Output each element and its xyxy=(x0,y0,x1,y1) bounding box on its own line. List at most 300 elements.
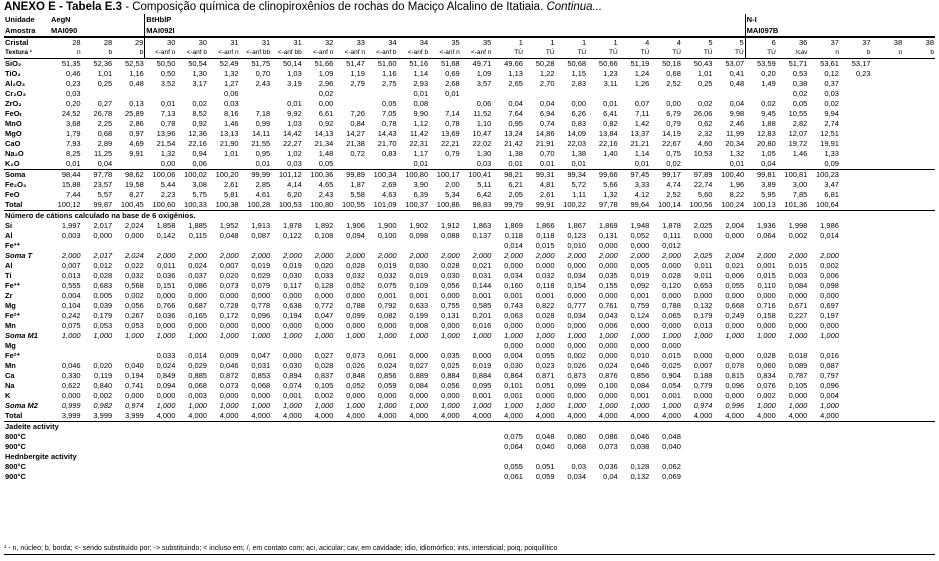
oxide-value: 0,00 xyxy=(160,159,176,168)
cation-value: 0,000 xyxy=(440,391,460,400)
cation-value: 0,014 xyxy=(504,241,523,250)
oxide-row xyxy=(4,79,935,89)
oxide-value xyxy=(903,119,935,129)
cation-value: 0,787 xyxy=(788,371,808,380)
cation-value: 0,016 xyxy=(820,351,839,360)
oxide-value: 101,09 xyxy=(366,200,398,211)
oxide-value: 2,00 xyxy=(445,180,460,189)
oxide-value: 2,32 xyxy=(697,129,713,138)
cation-value: 0,034 xyxy=(567,311,587,320)
jadeite-value: 0,086 xyxy=(598,432,618,441)
crystal-number: 1 xyxy=(492,37,524,48)
texture-code: TÚ xyxy=(650,48,682,59)
cation-value xyxy=(808,341,840,351)
oxide-value: 2,23 xyxy=(160,190,176,199)
cation-value: 0,743 xyxy=(504,301,523,310)
cation-value xyxy=(208,241,240,251)
oxide-value: 21,34 xyxy=(314,139,334,148)
hedenbergite-value xyxy=(461,472,493,482)
cation-value: 0,188 xyxy=(693,371,713,380)
cation-value: 0,016 xyxy=(472,321,492,330)
oxide-value: 0,37 xyxy=(824,79,839,88)
oxide-value: 0,83 xyxy=(571,119,587,128)
oxide-value: 14,19 xyxy=(662,129,681,138)
cation-row xyxy=(4,371,935,381)
oxide-row xyxy=(4,99,935,109)
cation-value: 0,032 xyxy=(125,271,144,280)
cation-value: 0,024 xyxy=(598,361,618,370)
oxide-value: 99,34 xyxy=(556,170,588,181)
cation-value: 2,000 xyxy=(567,251,587,260)
cation-value: 0,053 xyxy=(93,321,113,330)
cation-value: 0,011 xyxy=(157,261,176,270)
cation-value: 0,008 xyxy=(409,321,429,330)
cation-value: 0,761 xyxy=(598,301,618,310)
cation-value: 0,020 xyxy=(219,271,239,280)
cation-value: 0,974 xyxy=(693,401,713,410)
oxide-value xyxy=(872,139,904,149)
cation-value: 0,092 xyxy=(630,281,650,290)
cation-value: 0,034 xyxy=(567,271,587,280)
title-continued: Continua... xyxy=(546,1,603,13)
cation-value xyxy=(840,221,872,231)
oxide-value: 0,20 xyxy=(761,69,776,78)
oxide-value xyxy=(429,99,461,109)
cation-value: 0,035 xyxy=(440,351,460,360)
oxide-value: 0,01 xyxy=(65,159,81,168)
oxide-value: 2,61 xyxy=(539,190,555,199)
data-table xyxy=(4,14,935,482)
oxide-value: 1,49 xyxy=(761,79,776,88)
cation-value: 0,741 xyxy=(125,381,144,390)
oxide-value: 0,01 xyxy=(445,89,460,98)
oxide-value xyxy=(334,89,366,99)
oxide-value: 99,79 xyxy=(492,200,524,211)
cation-value: 0,155 xyxy=(598,281,618,290)
oxide-value: 15,88 xyxy=(61,180,81,189)
hedenbergite-value xyxy=(461,462,493,472)
cation-label: Zr xyxy=(5,291,13,300)
oxide-value: 51,75 xyxy=(251,59,271,68)
cation-value: 4,000 xyxy=(556,411,588,422)
oxide-value: 0,27 xyxy=(97,99,113,108)
unit-name: AegN xyxy=(51,15,71,24)
cation-value: 0,073 xyxy=(219,281,239,290)
cation-value: 0,084 xyxy=(630,381,650,390)
oxide-value: 53,17 xyxy=(851,59,871,68)
unit-name: BtHblP xyxy=(145,14,745,25)
hedenbergite-value xyxy=(745,472,777,482)
cation-row xyxy=(4,261,935,271)
hedenbergite-value xyxy=(840,462,872,472)
cation-value: 2,000 xyxy=(314,251,334,260)
cation-value xyxy=(303,341,335,351)
cation-value: 1,892 xyxy=(314,221,334,230)
oxide-value: 0,23 xyxy=(65,79,81,88)
cation-label: Si xyxy=(5,221,13,230)
cation-value: 0,082 xyxy=(377,311,397,320)
oxide-value: 25,89 xyxy=(125,109,144,118)
cation-value: 0,084 xyxy=(788,281,808,290)
oxide-value: 50,43 xyxy=(693,59,713,68)
cation-value: 0,137 xyxy=(472,231,492,240)
oxide-value: 5,60 xyxy=(697,190,713,199)
oxide-value: 0,01 xyxy=(160,99,176,108)
texture-row xyxy=(4,48,935,59)
cation-value: 0,021 xyxy=(725,261,745,270)
hedenbergite-value xyxy=(145,472,177,482)
cation-value: 0,006 xyxy=(598,321,618,330)
cation-value xyxy=(872,301,904,311)
cation-value: 0,000 xyxy=(693,391,713,400)
oxide-value: 0,01 xyxy=(539,159,555,168)
hedenbergite-value xyxy=(366,472,398,482)
texture-code: <-anf bb xyxy=(240,48,272,59)
oxide-value: 0,95 xyxy=(508,119,523,128)
oxide-value: 0,01 xyxy=(603,99,618,108)
hedenbergite-value xyxy=(82,472,114,482)
hedenbergite-value xyxy=(872,462,904,472)
cation-value: 0,131 xyxy=(598,231,618,240)
cation-value: 0,000 xyxy=(251,391,271,400)
cation-value xyxy=(840,351,872,361)
cation-value: 0,032 xyxy=(535,271,555,280)
cation-value: 0,000 xyxy=(756,321,776,330)
cation-value xyxy=(208,341,240,351)
oxide-value xyxy=(903,59,935,70)
oxide-value: 101,12 xyxy=(271,170,303,181)
cation-value: 0,021 xyxy=(472,261,492,270)
jadeite-heading: Jadeíte activity xyxy=(5,422,59,431)
hedenbergite-value xyxy=(303,472,335,482)
cation-label: Ca xyxy=(5,371,15,380)
oxide-value: 22,03 xyxy=(567,139,587,148)
oxide-value xyxy=(872,119,904,129)
crystal-number: 29 xyxy=(113,37,145,48)
cation-value: 0,840 xyxy=(93,381,113,390)
oxide-value xyxy=(903,79,935,89)
unidade-label: Unidade xyxy=(5,15,35,24)
oxide-value: 11,99 xyxy=(725,129,745,138)
hedenbergite-value xyxy=(808,462,840,472)
oxide-value: 0,04 xyxy=(761,159,776,168)
cation-value: 0,036 xyxy=(156,311,176,320)
oxide-value: 97,78 xyxy=(587,200,619,211)
cation-value: 0,894 xyxy=(282,371,302,380)
cation-value: 2,000 xyxy=(756,251,776,260)
cation-value: 0,000 xyxy=(504,261,523,270)
title-label: ANEXO E - Tabela E.3 xyxy=(4,1,123,13)
oxide-value: 2,65 xyxy=(508,79,523,88)
cation-value: 0,001 xyxy=(504,391,523,400)
crystal-number: 1 xyxy=(524,37,556,48)
cation-value: 0,568 xyxy=(125,281,144,290)
oxide-value xyxy=(366,89,398,99)
oxide-value: 97,89 xyxy=(682,170,714,181)
cation-value: 0,105 xyxy=(314,381,334,390)
cation-value: 4,000 xyxy=(587,411,619,422)
oxide-value xyxy=(840,200,872,211)
cation-value: 4,000 xyxy=(745,411,777,422)
cation-value: 2,000 xyxy=(61,251,81,260)
cation-value: 0,000 xyxy=(535,341,555,350)
oxide-value: 1,12 xyxy=(413,119,429,128)
cation-value xyxy=(872,401,904,411)
cation-value xyxy=(840,321,872,331)
cation-value: 0,122 xyxy=(282,231,302,240)
jadeite-value xyxy=(334,432,366,442)
oxide-value: 0,75 xyxy=(666,149,681,158)
oxide-value: 2,75 xyxy=(381,79,397,88)
cation-value: 0,000 xyxy=(567,291,587,300)
oxide-value: 0,48 xyxy=(729,79,745,88)
cation-value: 1,900 xyxy=(377,221,397,230)
cation-value: 0,096 xyxy=(725,381,745,390)
cation-value xyxy=(713,341,745,351)
cation-value: 2,017 xyxy=(93,221,113,230)
jadeite-value xyxy=(872,442,904,452)
jadeite-value xyxy=(840,432,872,442)
oxide-value: 0,84 xyxy=(350,119,365,128)
oxide-value: 3,47 xyxy=(824,180,839,189)
texture-code: TÚ xyxy=(587,48,619,59)
cation-label: K xyxy=(5,391,11,400)
oxide-value: 14,09 xyxy=(567,129,587,138)
oxide-value: 2,82 xyxy=(792,119,808,128)
oxide-value: 4,69 xyxy=(129,139,144,148)
cation-value: 1,000 xyxy=(472,401,492,410)
oxide-value: 100,23 xyxy=(808,170,840,181)
cation-value: 0,873 xyxy=(567,371,587,380)
cation-value: 2,000 xyxy=(346,251,365,260)
texture-code: b xyxy=(840,48,872,59)
cation-value: 0,000 xyxy=(567,321,587,330)
cation-value: 0,000 xyxy=(535,321,555,330)
sample-name: MAI092I xyxy=(145,25,745,37)
cation-value xyxy=(113,341,145,351)
oxide-value: 0,46 xyxy=(65,69,81,78)
oxide-value: 22,67 xyxy=(662,139,681,148)
cation-value: 0,019 xyxy=(472,361,492,370)
oxide-value: 10,47 xyxy=(472,129,492,138)
cation-value: 0,000 xyxy=(61,391,81,400)
cation-value: 0,088 xyxy=(440,231,460,240)
cation-value: 0,030 xyxy=(409,261,429,270)
cation-label: Total xyxy=(4,411,50,422)
cation-value: 0,074 xyxy=(282,381,302,390)
cation-value: 0,029 xyxy=(251,271,271,280)
cation-value xyxy=(840,271,872,281)
cation-value: 0,031 xyxy=(251,361,271,370)
texture-code: <-anf b xyxy=(176,48,208,59)
jadeite-value: 0,038 xyxy=(630,442,650,451)
jadeite-value xyxy=(872,432,904,442)
cation-value xyxy=(777,341,809,351)
cation-value: 0,668 xyxy=(725,301,745,310)
oxide-value: 1,16 xyxy=(381,69,397,78)
jadeite-value xyxy=(745,442,777,452)
oxide-value: 2,46 xyxy=(729,119,745,128)
oxide-value: 99,31 xyxy=(524,170,556,181)
oxide-value: 19,58 xyxy=(125,180,144,189)
cation-value: 0,084 xyxy=(409,381,429,390)
oxide-value: 5,81 xyxy=(223,190,239,199)
texture-code: <-anf bb xyxy=(271,48,303,59)
oxide-value: 5,75 xyxy=(192,190,207,199)
cation-value xyxy=(872,271,904,281)
oxide-value: 1,03 xyxy=(287,69,302,78)
cation-value: 1,948 xyxy=(630,221,650,230)
cation-value: 4,000 xyxy=(240,411,272,422)
cation-value: 1,000 xyxy=(820,401,839,410)
cation-value: 0,000 xyxy=(219,391,239,400)
cation-value: 1,000 xyxy=(125,331,144,340)
oxide-value: 6,39 xyxy=(413,190,429,199)
oxide-value: 2,74 xyxy=(824,119,839,128)
cation-value: 0,154 xyxy=(567,281,587,290)
oxide-value: 6,79 xyxy=(666,109,681,118)
cation-value: 0,000 xyxy=(662,291,681,300)
oxide-value: 0,79 xyxy=(445,149,460,158)
oxide-value xyxy=(619,89,651,99)
cation-value xyxy=(903,261,935,271)
oxide-value: 99,66 xyxy=(587,170,619,181)
cation-value: 1,000 xyxy=(598,331,618,340)
cation-value: 0,671 xyxy=(788,301,808,310)
oxide-value xyxy=(872,129,904,139)
cation-value xyxy=(745,341,777,351)
cation-value xyxy=(903,411,935,422)
cation-value: 0,000 xyxy=(314,291,334,300)
cation-value xyxy=(461,241,493,251)
oxide-value: 0,00 xyxy=(666,99,681,108)
oxide-value xyxy=(840,89,872,99)
oxide-value xyxy=(82,89,114,99)
jadeite-value xyxy=(334,442,366,452)
cation-value: 2,000 xyxy=(440,251,460,260)
oxide-value xyxy=(872,180,904,190)
sample-row xyxy=(4,25,935,37)
cation-value xyxy=(872,351,904,361)
cation-row xyxy=(4,271,935,281)
cation-value: 0,001 xyxy=(377,291,397,300)
cation-value: 1,000 xyxy=(188,401,207,410)
crystal-number: 37 xyxy=(840,37,872,48)
jadeite-value xyxy=(461,442,493,452)
jadeite-value xyxy=(208,432,240,442)
oxide-value: 20,34 xyxy=(725,139,745,148)
cation-value: 0,872 xyxy=(219,371,239,380)
cation-value xyxy=(903,321,935,331)
hedenbergite-value xyxy=(745,462,777,472)
cation-value: 0,018 xyxy=(788,351,808,360)
cation-value: 0,777 xyxy=(567,301,587,310)
cation-value: 0,001 xyxy=(535,291,555,300)
cation-value xyxy=(872,251,904,261)
cation-value: 0,000 xyxy=(409,351,429,360)
cation-value: 0,000 xyxy=(125,231,144,240)
cation-value: 0,792 xyxy=(377,301,397,310)
cation-value: 0,194 xyxy=(125,371,144,380)
oxide-value: 2,85 xyxy=(255,180,271,189)
oxide-value: 100,13 xyxy=(745,200,777,211)
cation-value: 0,000 xyxy=(535,261,555,270)
cation-value: 0,007 xyxy=(219,261,239,270)
jadeite-value: 0,046 xyxy=(630,432,650,441)
oxide-value: 0,92 xyxy=(318,119,334,128)
cation-value: 0,086 xyxy=(188,281,207,290)
hedenbergite-row xyxy=(4,472,935,482)
jadeite-value xyxy=(461,432,493,442)
cation-value: 0,098 xyxy=(409,231,429,240)
cation-value: 0,000 xyxy=(156,321,176,330)
cation-value: 0,099 xyxy=(346,311,365,320)
oxide-value: 49,71 xyxy=(472,59,492,68)
cation-value: 0,019 xyxy=(377,261,397,270)
cation-value xyxy=(903,271,935,281)
hedenbergite-value: 0,03 xyxy=(571,462,587,471)
hedenbergite-value xyxy=(777,462,809,472)
cation-value: 0,033 xyxy=(156,351,176,360)
cation-value: 0,002 xyxy=(567,351,587,360)
cation-row xyxy=(4,321,935,331)
cation-value: 1,952 xyxy=(219,221,239,230)
oxide-value: 8,52 xyxy=(192,109,207,118)
cation-value: 0,555 xyxy=(61,281,81,290)
hedenbergite-value xyxy=(113,462,145,472)
cation-value: 0,120 xyxy=(662,281,681,290)
oxide-value xyxy=(587,159,619,170)
crystal-number: 31 xyxy=(208,37,240,48)
cation-value: 0,834 xyxy=(756,371,776,380)
cation-value: 0,000 xyxy=(188,291,207,300)
cation-value: 0,117 xyxy=(283,281,302,290)
cation-value: 0,118 xyxy=(504,231,523,240)
oxide-row xyxy=(4,89,935,99)
cation-value: 2,000 xyxy=(504,251,523,260)
jadeite-value xyxy=(429,432,461,442)
oxide-value: 0,41 xyxy=(729,69,745,78)
cation-value xyxy=(271,341,303,351)
oxide-value: 0,70 xyxy=(539,149,555,158)
hedenbergite-value xyxy=(840,472,872,482)
cation-value: 0,061 xyxy=(377,351,397,360)
cation-value: 0,098 xyxy=(820,281,839,290)
cation-value: 0,024 xyxy=(156,361,176,370)
cation-value: 0,864 xyxy=(504,371,523,380)
cation-value: 0,000 xyxy=(598,291,618,300)
cation-value: 0,015 xyxy=(662,351,681,360)
cation-value: 2,000 xyxy=(409,251,429,260)
cation-value: 4,000 xyxy=(524,411,556,422)
cation-value: 0,036 xyxy=(156,271,176,280)
oxide-label: Fe₂O₃ xyxy=(5,180,27,189)
oxide-value: 0,50 xyxy=(160,69,176,78)
jadeite-value xyxy=(271,432,303,442)
oxide-value: 0,02 xyxy=(792,89,808,98)
oxide-value: 13,37 xyxy=(630,129,650,138)
oxide-value: 21,90 xyxy=(219,139,239,148)
oxide-value: 13,69 xyxy=(440,129,460,138)
oxide-value xyxy=(903,180,935,190)
cation-value: 0,004 xyxy=(61,291,81,300)
oxide-value xyxy=(492,89,524,99)
cation-value: 0,019 xyxy=(251,261,271,270)
oxide-value xyxy=(587,89,619,99)
oxide-value: 13,84 xyxy=(598,129,618,138)
oxide-value: 22,21 xyxy=(440,139,460,148)
cation-value xyxy=(840,341,872,351)
